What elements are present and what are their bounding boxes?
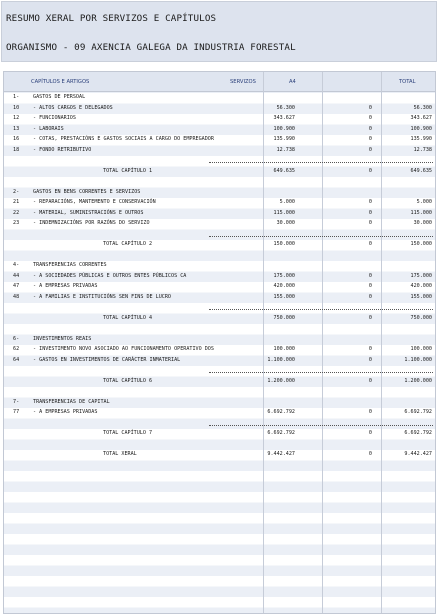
- chapter-total-row: [4, 165, 435, 176]
- total-value: 135.990: [410, 136, 432, 142]
- a4-value: 0: [368, 346, 372, 352]
- article-description: - A SOCIEDADES PÚBLICAS E OUTROS ENTES PÚBLICOS CA: [33, 272, 187, 279]
- servizos-value: 115.000: [273, 209, 295, 216]
- a4-value: 0: [368, 356, 372, 363]
- chapter-total-label: TOTAL CAPÍTULO 2: [103, 241, 153, 247]
- a4-value: 0: [368, 199, 372, 205]
- servizos-total: 150.000: [273, 241, 295, 247]
- chapter-code: 1-: [13, 94, 20, 100]
- article-code: 16: [13, 136, 20, 142]
- servizos-value: 100.000: [273, 346, 295, 352]
- servizos-value: 6.692.792: [267, 409, 295, 415]
- chapter-description: GASTOS DE PERSOAL: [33, 94, 86, 100]
- total-value: 343.627: [410, 115, 432, 121]
- a4-value: 0: [368, 272, 372, 279]
- article-description: - INVESTIMENTO NOVO ASOCIADO AO FUNCIONAMENTO OPERATIVO DOS: [33, 346, 214, 352]
- chapter-code: 6-: [13, 335, 20, 342]
- chapter-row: [4, 396, 435, 407]
- article-code: 18: [13, 146, 20, 153]
- article-code: 12: [13, 115, 20, 121]
- servizos-value: 56.300: [276, 104, 295, 111]
- table-row: [4, 217, 435, 228]
- article-description: - A EMPRESAS PRIVADAS: [33, 409, 98, 415]
- a4-total: 0: [368, 430, 372, 436]
- servizos-value: 12.738: [276, 146, 295, 153]
- table-row: [4, 196, 435, 207]
- chapter-code: 4-: [13, 262, 20, 268]
- column-header-capitulos: CAPÍTULOS E ARTIGOS: [31, 79, 90, 85]
- subtotal-separator: [209, 425, 433, 426]
- subtotal-separator: [209, 162, 433, 163]
- column-header-a4: A4: [289, 79, 296, 85]
- chapter-description: GASTOS EN BENS CORRENTES E SERVIZOS: [33, 188, 141, 195]
- grand-total-label: TOTAL XERAL: [103, 451, 137, 457]
- table-row: [4, 207, 435, 218]
- a4-total: 0: [368, 167, 372, 174]
- chapter-total-row: [4, 427, 435, 438]
- article-code: 21: [13, 199, 20, 205]
- table-row: [4, 291, 435, 302]
- grand-total-value: 649.635: [410, 167, 432, 174]
- table-row: [4, 123, 435, 134]
- blank-row: [4, 438, 435, 449]
- chapter-row: [4, 186, 435, 197]
- a4-value: 0: [368, 209, 372, 216]
- servizos-value: 30.000: [276, 220, 295, 226]
- a4-value: 0: [368, 220, 372, 226]
- article-code: 47: [13, 283, 20, 289]
- article-description: - MATERIAL, SUMINISTRACIÓNS E OUTROS: [33, 209, 144, 216]
- chapter-total-row: [4, 375, 435, 386]
- grand-total-row: [4, 448, 435, 459]
- article-code: 64: [13, 356, 20, 363]
- total-value: 100.900: [410, 125, 432, 132]
- chapter-row: [4, 259, 435, 270]
- servizos-total: 1.200.000: [267, 377, 295, 384]
- a4-total: 0: [368, 377, 372, 384]
- article-description: - A FAMILIAS E INSTITUCIÓNS SEN FINS DE LUCRO: [33, 293, 172, 300]
- table-row: [4, 102, 435, 113]
- servizos-value: 135.990: [273, 136, 295, 142]
- article-code: 23: [13, 220, 20, 226]
- a4-value: 0: [368, 136, 372, 142]
- chapter-total-label: TOTAL CAPÍTULO 6: [103, 377, 153, 384]
- servizos-total: 6.692.792: [267, 430, 295, 436]
- article-description: - A EMPRESAS PRIVADAS: [33, 283, 98, 289]
- servizos-value: 155.000: [273, 293, 295, 300]
- grand-total-value: 150.000: [410, 241, 432, 247]
- total-value: 56.300: [413, 104, 432, 111]
- total-value: 5.000: [416, 199, 432, 205]
- summary-table: [3, 71, 436, 614]
- servizos-value: 343.627: [273, 115, 295, 121]
- total-value: 12.738: [413, 146, 432, 153]
- article-description: - LABORAIS: [33, 125, 64, 132]
- chapter-code: 7-: [13, 398, 20, 405]
- subtotal-separator: [209, 372, 433, 373]
- a4-value: 0: [368, 283, 372, 289]
- total-value: 420.000: [410, 283, 432, 289]
- article-code: 10: [13, 104, 20, 111]
- servizos-value: 1.100.000: [267, 356, 295, 363]
- a4-value: 0: [368, 146, 372, 153]
- total-value: 1.100.000: [404, 356, 432, 363]
- total-value: 100.000: [410, 346, 432, 352]
- subtotal-separator: [209, 309, 433, 310]
- column-header-row: [4, 72, 435, 92]
- total-value: 6.692.792: [404, 409, 432, 415]
- a4-total: 0: [368, 314, 372, 321]
- chapter-code: 2-: [13, 188, 20, 195]
- blank-row: [4, 175, 435, 186]
- total-value: 30.000: [413, 220, 432, 226]
- article-description: - REPARACIÓNS, MANTEMENTO E CONSERVACIÓN: [33, 199, 156, 205]
- servizos-value: 5.000: [279, 199, 295, 205]
- servizos-value: 420.000: [273, 283, 295, 289]
- chapter-description: TRANSFERENCIAS DE CAPITAL: [33, 398, 110, 405]
- blank-row: [4, 322, 435, 333]
- article-code: 22: [13, 209, 20, 216]
- table-row: [4, 354, 435, 365]
- chapter-total-label: TOTAL CAPÍTULO 4: [103, 314, 153, 321]
- article-description: - FUNCIONARIOS: [33, 115, 76, 121]
- grand-total-value: 6.692.792: [404, 430, 432, 436]
- a4-value: 0: [368, 125, 372, 132]
- blank-row: [4, 385, 435, 396]
- article-description: - INDEMNIZACIÓNS POR RAZÓNS DO SERVIZO: [33, 220, 150, 226]
- a4-value: 0: [368, 104, 372, 111]
- table-row: [4, 112, 435, 123]
- servizos-total: 649.635: [273, 167, 295, 174]
- chapter-row: [4, 91, 435, 102]
- a4-value: 0: [368, 293, 372, 300]
- total-value: 155.000: [410, 293, 432, 300]
- grand-total-value: 1.200.000: [404, 377, 432, 384]
- a4-total: 0: [368, 451, 372, 457]
- table-row: [4, 270, 435, 281]
- a4-value: 0: [368, 409, 372, 415]
- article-description: - COTAS, PRESTACIÓNS E GASTOS SOCIAIS A CARGO DO EMPREGADOR: [33, 136, 214, 142]
- chapter-description: TRANSFERENCIAS CORRENTES: [33, 262, 107, 268]
- article-code: 44: [13, 272, 20, 279]
- servizos-total: 750.000: [273, 314, 295, 321]
- blank-row: [4, 249, 435, 260]
- servizos-value: 175.000: [273, 272, 295, 279]
- chapter-total-row: [4, 238, 435, 249]
- table-row: [4, 144, 435, 155]
- column-header-servizos: SERVIZOS: [230, 79, 256, 85]
- table-row: [4, 280, 435, 291]
- a4-total: 0: [368, 241, 372, 247]
- article-code: 13: [13, 125, 20, 132]
- organism-title: ORGANISMO - 09 AXENCIA GALEGA DA INDUSTRIA FORESTAL: [6, 42, 296, 53]
- table-row: [4, 406, 435, 417]
- article-description: - FONDO RETRIBUTIVO: [33, 146, 92, 153]
- servizos-total: 9.442.427: [267, 451, 295, 457]
- chapter-description: INVESTIMENTOS REAIS: [33, 335, 92, 342]
- grand-total-value: 750.000: [410, 314, 432, 321]
- article-code: 77: [13, 409, 20, 415]
- article-code: 48: [13, 293, 20, 300]
- chapter-total-label: TOTAL CAPÍTULO 1: [103, 167, 153, 174]
- report-title: RESUMO XERAL POR SERVIZOS E CAPÍTULOS: [6, 13, 217, 24]
- a4-value: 0: [368, 115, 372, 121]
- article-description: - ALTOS CARGOS E DELEGADOS: [33, 104, 113, 111]
- table-row: [4, 343, 435, 354]
- article-description: - GASTOS EN INVESTIMENTOS DE CARÁCTER INMATERIAL: [33, 356, 181, 363]
- subtotal-separator: [209, 236, 433, 237]
- chapter-total-label: TOTAL CAPÍTULO 7: [103, 430, 153, 436]
- total-value: 175.000: [410, 272, 432, 279]
- chapter-row: [4, 333, 435, 344]
- grand-total-value: 9.442.427: [404, 451, 432, 457]
- column-header-total: TOTAL: [399, 79, 416, 85]
- article-code: 62: [13, 346, 20, 352]
- chapter-total-row: [4, 312, 435, 323]
- servizos-value: 100.900: [273, 125, 295, 132]
- report-header: [1, 1, 437, 62]
- table-row: [4, 133, 435, 144]
- total-value: 115.000: [410, 209, 432, 216]
